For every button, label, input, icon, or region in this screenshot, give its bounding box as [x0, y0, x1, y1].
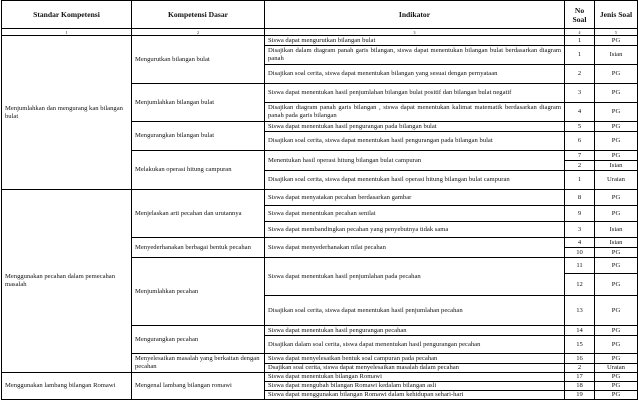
no-soal-cell: 1	[565, 46, 595, 65]
indikator-cell: Siswa dapat mengurutkan bilangan bulat	[265, 36, 565, 46]
kompetensi-dasar-cell: Menjumlahkan bilangan bulat	[132, 84, 265, 122]
indikator-cell: Siswa dapat menyelesaikan bentuk soal campuran pada pecahan	[265, 354, 565, 364]
indikator-cell: Disajikan diagram panah garis bilangan , siswa dapat menentukan kalimat matematik berdasarkan diagram panah pada garis bilangan	[265, 103, 565, 122]
jenis-soal-cell: Isian	[595, 222, 638, 238]
jenis-soal-cell: PG	[595, 296, 638, 326]
no-soal-cell: 15	[565, 336, 595, 354]
jenis-soal-cell: PG	[595, 122, 638, 132]
no-soal-cell: 3	[565, 84, 595, 103]
no-soal-cell: 9	[565, 206, 595, 222]
indikator-cell: Dsajikan soal cerita, siswa dapat menyelesaikan masalah dalam pecahan	[265, 364, 565, 373]
no-soal-cell: 5	[565, 122, 595, 132]
jenis-soal-cell: PG	[595, 103, 638, 122]
no-soal-cell: 1	[565, 171, 595, 190]
jenis-soal-cell: PG	[595, 274, 638, 296]
jenis-soal-cell: PG	[595, 391, 638, 400]
jenis-soal-cell: PG	[595, 36, 638, 46]
indikator-cell: Disajikan soal cerita, siswa dapat menentukan hasil pengurangan pada bilangan bulat	[265, 132, 565, 151]
standar-kompetensi-cell: Menggunakan lambang bilangan Romawi	[2, 373, 132, 400]
indikator-cell: Siswa dapat menentukan hasil pengurangan pecahan	[265, 326, 565, 336]
no-soal-cell: 2	[565, 65, 595, 84]
kompetensi-dasar-cell: Menjumlahkan pecahan	[132, 258, 265, 326]
indikator-cell: Siswa dapat menentukan pecahan senilai	[265, 206, 565, 222]
jenis-soal-cell: PG	[595, 336, 638, 354]
no-soal-cell: 3	[565, 222, 595, 238]
header-no-soal: No Soal	[565, 1, 595, 29]
jenis-soal-cell: PG	[595, 354, 638, 364]
standar-kompetensi-cell: Menjumlahkan dan mengurang kan bilangan bulat	[2, 36, 132, 190]
col-number: 1	[2, 29, 132, 36]
header-row	[2, 1, 638, 29]
indikator-cell: Siswa dapat menyatakan pecahan berdasarkan gambar	[265, 190, 565, 206]
indikator-cell: Siswa dapat menyederhanakan nilai pecahan	[265, 238, 565, 258]
kompetensi-dasar-cell: Mengurutkan bilangan bulat	[132, 36, 265, 84]
no-soal-cell: 19	[565, 391, 595, 400]
table-row	[2, 190, 638, 206]
indikator-cell: Siswa dapat menentukan bilangan Romawi	[265, 373, 565, 382]
col-number: 5	[595, 29, 638, 36]
jenis-soal-cell: PG	[595, 326, 638, 336]
jenis-soal-cell: PG	[595, 190, 638, 206]
jenis-soal-cell: Isian	[595, 238, 638, 248]
kompetensi-dasar-cell: Menjelaskan arti pecahan dan urutannya	[132, 190, 265, 238]
column-number-row	[2, 29, 638, 36]
jenis-soal-cell: PG	[595, 65, 638, 84]
standar-kompetensi-cell: Menggunakan pecahan dalam pemecahan masalah	[2, 190, 132, 373]
no-soal-cell: 1	[565, 36, 595, 46]
no-soal-cell: 2	[565, 364, 595, 373]
indikator-cell: Disajikan soal cerita, siswa dapat menentukan bilangan yang sesuai dengan pernyataan	[265, 65, 565, 84]
indikator-cell: Disajikan dalam diagram panah garis bilangan, siswa dapat menentukan bilangan bulat berdasarkan diagram panah	[265, 46, 565, 65]
no-soal-cell: 16	[565, 354, 595, 364]
indikator-cell: Disajikan dalam soal cerita, siswa dapat menentukan hasil pengurangan pecahan	[265, 336, 565, 354]
jenis-soal-cell: PG	[595, 373, 638, 382]
indikator-cell: Siswa dapat menentukan hasil pengurangan pada bilangan bulat	[265, 122, 565, 132]
col-number: 4	[565, 29, 595, 36]
indikator-cell: Siswa dapat menentukan hasil penjumlahan pada pecahan	[265, 258, 565, 296]
kompetensi-dasar-cell: Menyelesaikan masalah yang berkaitan dengan pecahan	[132, 354, 265, 373]
indikator-cell: Siswa dapat menggunakan bilangan Romawi dalam kehidupan sehari-hari	[265, 391, 565, 400]
no-soal-cell: 12	[565, 274, 595, 296]
no-soal-cell: 17	[565, 373, 595, 382]
indikator-cell: Disajikan soal cerita, siswa dapat menentukan hasil operasi hitung bilangan bulat campuran	[265, 171, 565, 190]
indikator-cell: Siswa dapat membandingkan pecahan yang penyebutnya tidak sama	[265, 222, 565, 238]
jenis-soal-cell: PG	[595, 132, 638, 151]
col-number: 2	[132, 29, 265, 36]
no-soal-cell: 18	[565, 382, 595, 391]
header-standar: Standar Kompetensi	[2, 1, 132, 29]
table-row	[2, 373, 638, 382]
no-soal-cell: 8	[565, 190, 595, 206]
indikator-cell: Siswa dapat menentukan hasil penjumlahan bilangan bulat positif dan bilangan bulat negatif	[265, 84, 565, 103]
kompetensi-dasar-cell: Menyederhanakan berbagai bentuk pecahan	[132, 238, 265, 258]
jenis-soal-cell: PG	[595, 206, 638, 222]
header-jenis-soal: Jenis Soal	[595, 1, 638, 29]
col-number: 3	[265, 29, 565, 36]
no-soal-cell: 13	[565, 296, 595, 326]
no-soal-cell: 2	[565, 161, 595, 171]
header-indikator: Indikator	[265, 1, 565, 29]
kompetensi-dasar-cell: Mengenal lambang bilangan romawi	[132, 373, 265, 400]
jenis-soal-cell: PG	[595, 382, 638, 391]
kompetensi-dasar-cell: Melakukan operasi hitung campuran	[132, 151, 265, 190]
no-soal-cell: 4	[565, 103, 595, 122]
indikator-cell: Menentukan hasil operasi hitung bilangan bulat campuran	[265, 151, 565, 171]
kompetensi-dasar-cell: Mengurangkan pecahan	[132, 326, 265, 354]
no-soal-cell: 4	[565, 238, 595, 248]
kompetensi-dasar-cell: Mengurangkan bilangan bulat	[132, 122, 265, 151]
no-soal-cell: 6	[565, 132, 595, 151]
jenis-soal-cell: Isian	[595, 46, 638, 65]
jenis-soal-cell: Uraian	[595, 171, 638, 190]
no-soal-cell: 7	[565, 151, 595, 161]
no-soal-cell: 14	[565, 326, 595, 336]
header-kompetensi: Kompetensi Dasar	[132, 1, 265, 29]
jenis-soal-cell: PG	[595, 248, 638, 258]
no-soal-cell: 11	[565, 258, 595, 274]
no-soal-cell: 10	[565, 248, 595, 258]
table-row	[2, 36, 638, 46]
jenis-soal-cell: PG	[595, 151, 638, 161]
indikator-cell: Disajikan soal cerita, siswa dapat menentukan hasil penjumlahan pecahan	[265, 296, 565, 326]
jenis-soal-cell: PG	[595, 84, 638, 103]
jenis-soal-cell: Uraian	[595, 364, 638, 373]
kisi-kisi-table	[1, 0, 638, 400]
jenis-soal-cell: PG	[595, 258, 638, 274]
jenis-soal-cell: Isian	[595, 161, 638, 171]
indikator-cell: Siswa dapat mengubah bilangan Romawi kedalam bilangan asli	[265, 382, 565, 391]
